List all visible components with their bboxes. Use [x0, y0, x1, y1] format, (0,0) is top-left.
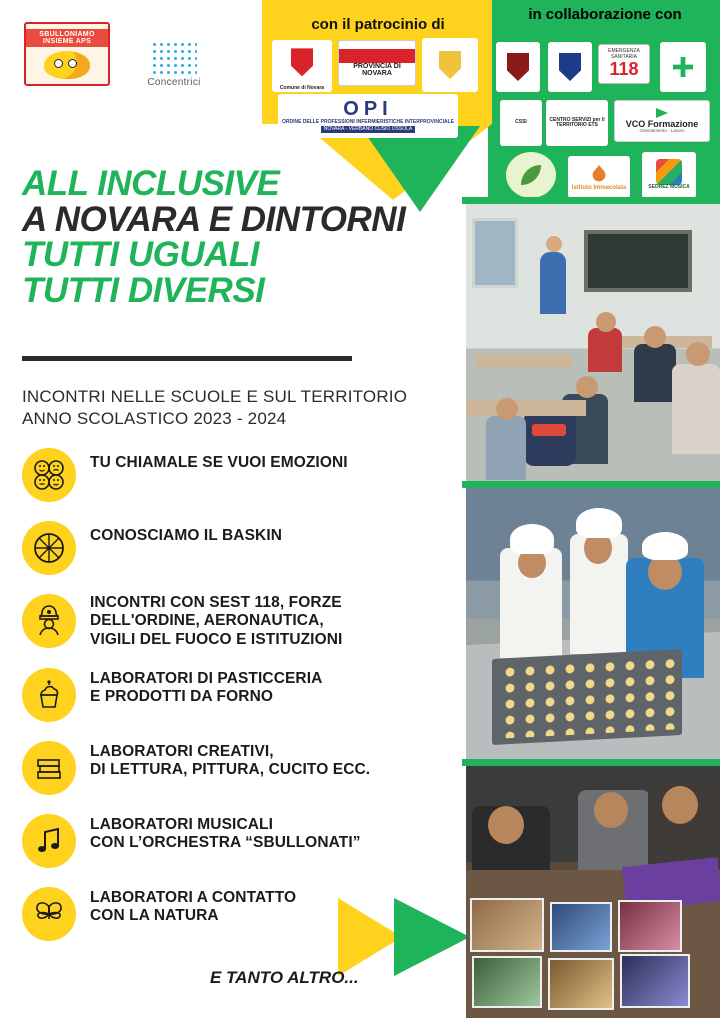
list-item-label-line: E PRODOTTI DA FORNO [90, 688, 274, 706]
logo-cssi [500, 100, 542, 146]
cross-icon [673, 57, 693, 77]
logo-centro-servizi-territorio [546, 100, 608, 146]
logo-cssi-text: CSSI [515, 119, 527, 126]
logo-centro-text: CENTRO SERVIZI per il TERRITORIO ETS [549, 116, 605, 128]
title-divider [22, 356, 352, 361]
list-item [22, 741, 454, 795]
page-title [22, 166, 442, 309]
list-item-label [90, 887, 296, 926]
logo-opi [278, 94, 458, 138]
list-item-label-line: LABORATORI CREATIVI, [90, 742, 274, 760]
list-item-label [90, 448, 348, 472]
logo-sbulloniamo-insieme-aps [24, 22, 110, 86]
headline-line-1: ALL INCLUSIVE [22, 164, 280, 203]
logo-vco-subtitle: Orientamento - Lavoro [639, 128, 685, 134]
headline-line-2: A NOVARA E DINTORNI [22, 199, 406, 239]
photo-divider-2 [462, 481, 720, 488]
logo-associazione-ambientale [506, 152, 556, 198]
subtitle-line-1: INCONTRI NELLE SCUOLE E SUL TERRITORIO [22, 387, 408, 406]
photo-craft-workshop [466, 766, 720, 1018]
crest-icon [272, 40, 332, 85]
logo-guardia-di-finanza [422, 38, 478, 92]
list-item-label [90, 668, 322, 707]
list-item-label-line: INCONTRI CON SEST 118, FORZE [90, 594, 342, 611]
dots-icon [151, 41, 197, 75]
list-item-label-line: TU CHIAMALE SE VUOI EMOZIONI [90, 454, 348, 471]
logo-sedrez-musica [642, 152, 696, 198]
list-item-label-line: CON L’ORCHESTRA “SBULLONATI” [90, 834, 361, 852]
logo-polizia-di-stato [548, 42, 592, 92]
logo-carabinieri [496, 42, 540, 92]
polizia-crest-icon [548, 42, 592, 92]
logo-istituto-immacolata [568, 156, 630, 198]
list-item-label-line: CON LA NATURA [90, 907, 219, 925]
tagline: E TANTO ALTRO... [210, 968, 359, 987]
logo-immacolata-text: Istituto Immacolata [571, 184, 627, 191]
list-item [22, 448, 454, 502]
list-item [22, 521, 454, 575]
logo-118-top-text: EMERGENZA SANITARIA [608, 48, 640, 60]
arrow-icon [656, 108, 668, 118]
list-item [22, 668, 454, 722]
logo-croce-verde [660, 42, 706, 92]
colored-square-icon [656, 159, 682, 185]
cupcake-icon [22, 668, 76, 722]
logo-provincia-di-novara [338, 40, 416, 86]
list-item-label-line: DI LETTURA, PITTURA, CUCITO ECC. [90, 761, 371, 779]
logo-opi-subtitle: ORDINE DELLE PROFESSIONI INFERMIERISTICHE INTERPROVINCIALE [282, 118, 454, 125]
logo-opi-region: NOVARA - VERBANO CUSIO OSSOLA [321, 126, 416, 133]
list-item [22, 814, 454, 868]
logo-vco-title: VCO Formazione [625, 118, 699, 129]
books-icon [22, 741, 76, 795]
basketball-icon [22, 521, 76, 575]
logo-sbulloniamo-text: SBULLONIAMO INSIEME APS [26, 29, 108, 48]
photo-divider-1 [462, 197, 720, 204]
butterfly-icon [22, 887, 76, 941]
police-officer-icon [22, 594, 76, 648]
logo-comune-text: Comune di Novara [279, 84, 325, 91]
logo-opi-title: OPI [343, 97, 393, 120]
logo-comune-di-novara [272, 40, 332, 92]
list-item [22, 594, 454, 649]
logo-emergenza-118 [598, 44, 650, 84]
photo-classroom [466, 204, 720, 482]
subtitle [22, 386, 442, 430]
carabinieri-crest-icon [496, 42, 540, 92]
list-item-label [90, 521, 282, 545]
mascot-icon [44, 51, 90, 79]
collaborazione-label: in collaborazione con [528, 6, 682, 23]
list-item-label [90, 814, 361, 853]
list-item-label-line: LABORATORI DI PASTICCERIA [90, 669, 323, 687]
flame-icon [588, 163, 610, 185]
photo-divider-3 [462, 759, 720, 766]
logo-concentrici-text: Concentrici [147, 77, 201, 89]
list-item-label-line: LABORATORI A CONTATTO [90, 888, 297, 906]
emotions-faces-icon [22, 448, 76, 502]
photo-bakery-workshop [466, 488, 720, 760]
headline-line-3: TUTTI UGUALI [22, 235, 260, 275]
logo-vco-formazione [614, 100, 710, 142]
logo-sedrez-text: SEDREZ MUSICA [648, 184, 690, 191]
list-item-label-line: CONOSCIAMO IL BASKIN [90, 527, 283, 544]
leaf-icon [516, 160, 546, 190]
headline-line-4: TUTTI DIVERSI [22, 271, 265, 311]
music-notes-icon [22, 814, 76, 868]
list-item-label-line: DELL'ORDINE, AERONAUTICA, [90, 612, 324, 630]
list-item-label [90, 741, 370, 780]
list-item-label-line: VIGILI DEL FUOCO E ISTITUZIONI [90, 630, 343, 648]
provincia-stripe-icon [339, 49, 415, 63]
gdf-crest-icon [422, 38, 478, 92]
activity-list [22, 448, 454, 960]
logo-concentrici [124, 34, 224, 96]
logo-provincia-text: PROVINCIA DI NOVARA [353, 62, 401, 77]
subtitle-line-2: ANNO SCOLASTICO 2023 - 2024 [22, 408, 287, 428]
patrocinio-label: con il patrocinio di [311, 16, 445, 33]
list-item-label [90, 594, 342, 649]
logo-118-number: 118 [609, 58, 639, 79]
list-item-label-line: LABORATORI MUSICALI [90, 815, 274, 833]
